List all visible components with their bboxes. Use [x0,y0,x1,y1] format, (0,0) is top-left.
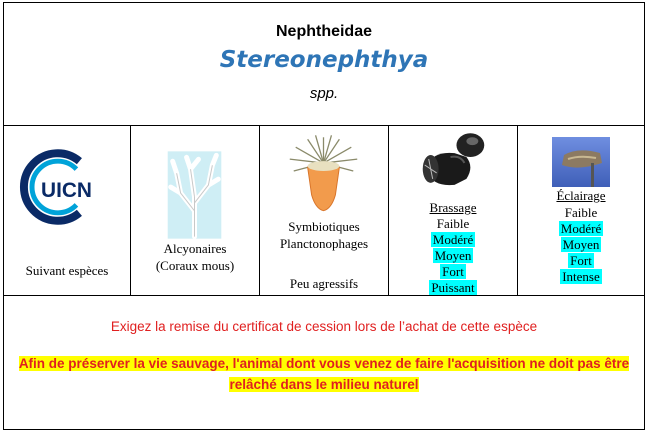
info-row [4,125,644,296]
lamp-icon [518,137,644,189]
genus-name: Stereonephthya [219,47,429,73]
light-level-4: Intense [562,269,600,284]
light-level-3: Fort [570,253,592,268]
type-line1: Alcyonaires [163,241,227,256]
light-cell [518,125,644,295]
polyp-icon [260,133,388,213]
certificate-notice: Exigez la remise du certificat de cession lors de l’achat de cette espèce [110,319,538,334]
iucn-logo [4,147,130,227]
warning-line1: Afin de préserver la vie sauvage, l'animal dont vous venez de faire l'acquisition ne doit pas être [18,356,630,371]
type-cell [131,125,260,295]
iucn-label: Suivant espèces [25,263,109,278]
release-warning [14,353,634,395]
light-level-2: Moyen [562,237,600,252]
light-title: Éclairage [556,188,606,203]
flow-level-1: Modéré [432,232,474,247]
feeding-cell [260,125,389,295]
feeding-line2: Planctonophages [279,236,369,251]
flow-level-2: Moyen [434,248,472,263]
type-line2: (Coraux mous) [155,258,235,273]
footer [4,295,644,429]
light-level-1: Modéré [560,221,602,236]
flow-cell [389,125,518,295]
pump-icon [389,127,517,197]
soft-coral-icon [131,151,259,239]
light-level-0: Faible [564,205,598,220]
flow-level-0: Faible [436,216,470,231]
flow-level-3: Fort [442,264,464,279]
iucn-logo-text: UICN [41,178,92,202]
behavior-label: Peu agressifs [289,276,359,291]
species-card [3,2,645,430]
feeding-line1: Symbiotiques [288,219,360,234]
iucn-cell [4,125,131,295]
species-name: spp. [309,85,339,102]
header [4,3,644,126]
warning-line2: relâché dans le milieu naturel [229,377,419,392]
flow-level-4: Puissant [431,280,475,295]
flow-title: Brassage [429,200,477,215]
family-name: Nephtheidae [275,23,372,40]
